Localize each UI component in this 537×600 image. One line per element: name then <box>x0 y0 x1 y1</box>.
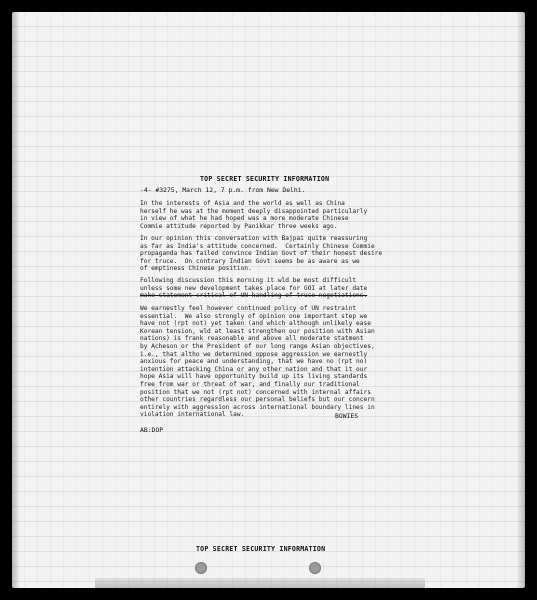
paragraph-4: We earnestly feel however continued policy of UN restraint essential. We also strongly of opinion one important step we have not (rpt not) yet taken (and which although unlikely ease Korean tension, wld at least strengthen our position with Asian nations) is frank reasonable and above all moderate statment by Acheson or the President of our long range Asian objectives, i.e., that altho we determined oppose aggression we earnestly anxious for peace and understanding, that we have no (rpt no) intention attacking China or any other nation and that it our hope Asia will have opportunity build up its living standards free from war or threat of war, and finally our traditional position that we not (rpt not) concerned with internal affairs other countries regardless our personal beliefs but our concern entirely with aggression across international boundary lines in violation international law. <box>140 305 375 419</box>
paragraph-1: In the interests of Asia and the world as well as China herself he was at the moment deeply disappointed particularly in view of what he had hoped was a more moderate Chinese Commie attitude reported by Panikkar three weeks ago. <box>140 200 368 230</box>
paragraph-3 <box>140 277 430 300</box>
signature: BOWIES <box>335 412 359 420</box>
telegram-reference: -4- #3275, March 12, 7 p.m. from New Delhi. <box>140 186 306 194</box>
punch-hole-left <box>195 562 207 574</box>
security-footer: TOP SECRET SECURITY INFORMATION <box>196 545 326 553</box>
paragraph-2: In our opinion this conversation with Bajpai quite reassuring as far as India's attitude concerned. Certainly Chinese Commie propaganda has failed convince Indian Govt of their honest desire for truce. On contrary Indian Govt seems be as aware as we of emptiness Chinese position. <box>140 235 383 273</box>
page-edge-shadow-right <box>517 12 525 588</box>
typist-initials: AB:DOP <box>140 426 164 434</box>
page-edge-shadow-left <box>12 12 20 588</box>
page-bottom-shadow <box>95 578 425 588</box>
punch-hole-right <box>309 562 321 574</box>
paragraph-3-text: Following discussion this morning it wld be most difficult unless some new development takes place for GOI at later date <box>140 277 368 292</box>
document-page <box>12 12 525 588</box>
struck-line: make statement critical of UN handling of truce negotiations. <box>140 292 368 300</box>
security-header: TOP SECRET SECURITY INFORMATION <box>200 175 330 183</box>
